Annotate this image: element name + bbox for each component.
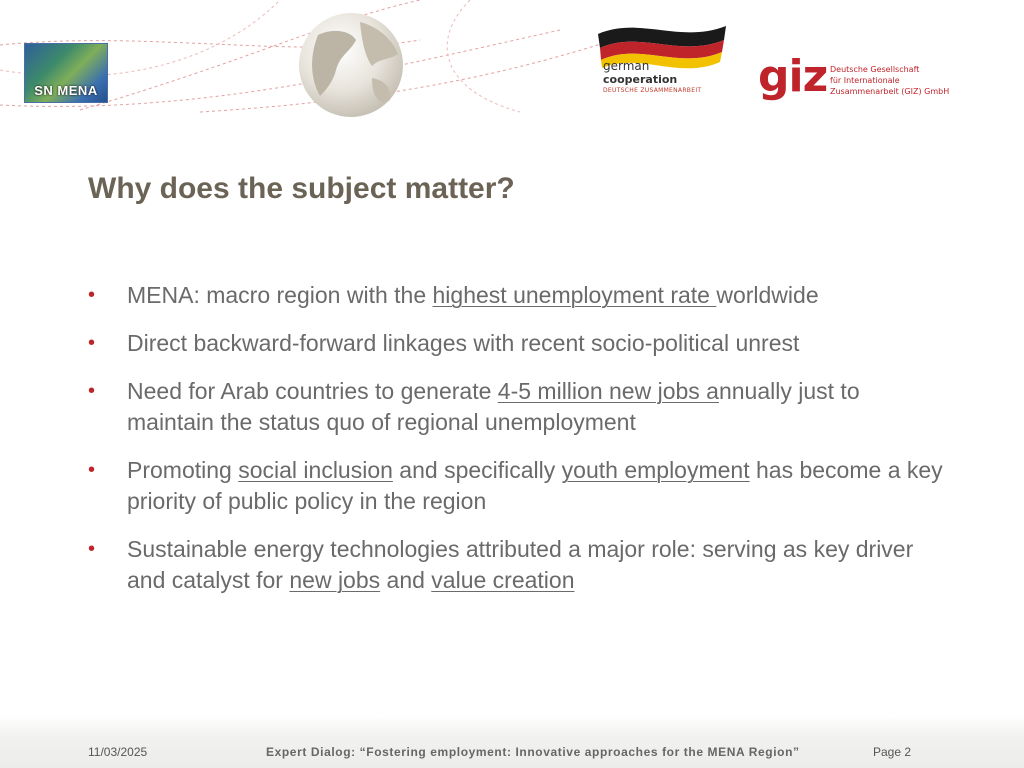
underlined-phrase: youth employment	[561, 457, 750, 483]
footer-page-number: Page 2	[873, 745, 912, 759]
giz-line2: für Internationale	[830, 76, 900, 85]
snmena-logo	[24, 43, 108, 103]
footer-date: 11/03/2025	[88, 745, 148, 759]
bullet-marker-icon: •	[88, 380, 96, 402]
bullet-text: Promoting	[127, 457, 239, 483]
bullet-item	[88, 328, 948, 359]
bullet-text: Need for Arab countries to generate	[127, 378, 498, 404]
bullet-text: nnually just to maintain the status quo of regional unemployment	[127, 378, 860, 435]
giz-line3: Zusammenarbeit (GIZ) GmbH	[830, 87, 950, 96]
gc-line2: cooperation	[603, 73, 678, 86]
bullet-marker-icon: •	[88, 459, 96, 481]
bullet-text: Direct backward-forward linkages with recent socio-political unrest	[127, 330, 800, 356]
bullet-text: Sustainable energy technologies attributed a major role: serving as key driver and catalyst for	[127, 536, 914, 593]
bullet-text: has become a key priority of public policy in the region	[127, 457, 943, 514]
underlined-phrase: new jobs	[289, 567, 381, 593]
bullet-item	[88, 455, 948, 517]
underlined-phrase: social inclusion	[238, 457, 393, 483]
slide-title: Why does the subject matter?	[88, 172, 515, 205]
giz-logo: giz	[758, 51, 828, 102]
bullet-marker-icon: •	[88, 332, 96, 354]
giz-line1: Deutsche Gesellschaft	[830, 65, 920, 74]
german-cooperation-logo	[603, 60, 701, 95]
bullet-item	[88, 534, 948, 596]
bullet-item	[88, 376, 948, 438]
bullet-text: worldwide	[716, 282, 819, 308]
bullet-list	[88, 280, 948, 613]
bullet-text: and specifically	[392, 457, 562, 483]
giz-full-name	[830, 64, 949, 97]
bullet-marker-icon: •	[88, 284, 96, 306]
gc-line3: DEUTSCHE ZUSAMMENARBEIT	[603, 87, 702, 94]
footer-event-title: Expert Dialog: “Fostering employment: Innovative approaches for the MENA Region”	[266, 745, 800, 759]
slide-header	[0, 0, 1024, 130]
bullet-text: and	[380, 567, 432, 593]
gc-line1: german	[603, 59, 650, 73]
snmena-logo-text: SN MENA	[34, 83, 98, 98]
bullet-text: MENA: macro region with the	[127, 282, 433, 308]
bullet-item	[88, 280, 948, 311]
underlined-phrase: value creation	[431, 567, 575, 593]
underlined-phrase: highest unemployment rate	[432, 282, 717, 308]
bullet-marker-icon: •	[88, 538, 96, 560]
globe-icon	[299, 13, 403, 117]
underlined-phrase: 4-5 million new jobs a	[497, 378, 719, 404]
footer-band	[0, 716, 1024, 768]
